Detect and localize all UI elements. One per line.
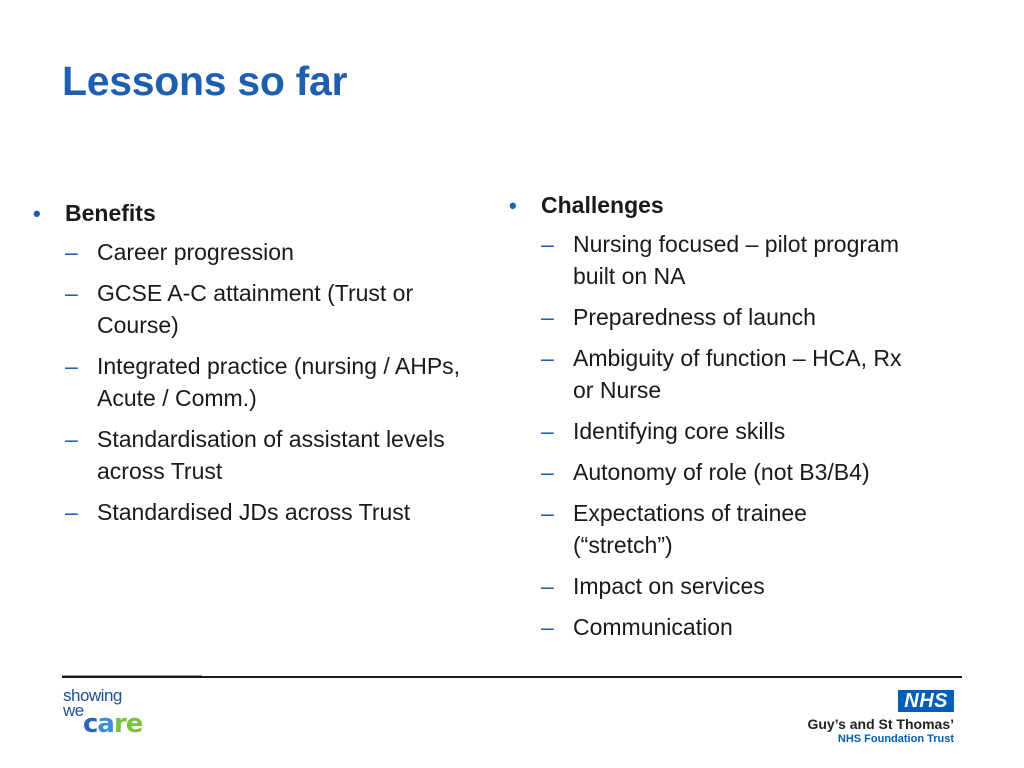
list-item <box>65 236 473 268</box>
list-item-text: Communication <box>573 614 733 640</box>
list-item-text: Expectations of trainee (“stretch”) <box>573 500 807 558</box>
dash-icon: – <box>541 418 554 444</box>
slide-title: Lessons so far <box>62 58 348 104</box>
benefits-heading-row <box>33 197 473 230</box>
dash-icon: – <box>65 499 78 525</box>
dash-icon: – <box>541 304 554 330</box>
dash-icon: – <box>541 345 554 371</box>
benefits-heading: Benefits <box>65 200 156 226</box>
footer-divider <box>62 676 962 678</box>
logo-text-care <box>83 710 142 738</box>
benefits-list <box>33 236 473 528</box>
logo-care-a: a <box>97 709 114 739</box>
list-item-text: Career progression <box>97 239 294 265</box>
list-item <box>65 423 473 487</box>
list-item <box>541 228 929 292</box>
nhs-trust-logo <box>794 690 954 746</box>
list-item <box>541 301 929 333</box>
logo-text-showing: showing <box>63 686 122 705</box>
dash-icon: – <box>65 239 78 265</box>
list-item-text: Impact on services <box>573 573 765 599</box>
list-item <box>541 342 929 406</box>
bullet-icon: • <box>33 201 41 226</box>
challenges-heading: Challenges <box>541 192 664 218</box>
nhs-logo-badge: NHS <box>898 690 954 712</box>
bullet-icon: • <box>509 193 517 218</box>
dash-icon: – <box>65 353 78 379</box>
list-item-text: GCSE A-C attainment (Trust or Course) <box>97 280 414 338</box>
challenges-heading-row <box>509 189 929 222</box>
logo-care-c: c <box>83 709 98 739</box>
logo-care-re: re <box>113 709 143 739</box>
list-item <box>541 456 929 488</box>
nhs-foundation-trust: NHS Foundation Trust <box>837 733 954 745</box>
list-item-text: Preparedness of launch <box>573 304 816 330</box>
list-item-text: Nursing focused – pilot program built on NA <box>573 231 899 289</box>
list-item-text: Standardisation of assistant levels across Trust <box>97 426 445 484</box>
list-item-text: Ambiguity of function – HCA, Rx or Nurse <box>573 345 902 403</box>
list-item <box>541 611 929 643</box>
dash-icon: – <box>65 426 78 452</box>
nhs-trust-name: Guy’s and St Thomas’ <box>807 716 954 732</box>
list-item <box>541 415 929 447</box>
logo-text-we: we <box>63 701 84 720</box>
dash-icon: – <box>541 573 554 599</box>
dash-icon: – <box>65 280 78 306</box>
dash-icon: – <box>541 500 554 526</box>
list-item <box>65 496 473 528</box>
showing-we-care-logo <box>63 688 163 748</box>
list-item-text: Autonomy of role (not B3/B4) <box>573 459 870 485</box>
list-item-text: Standardised JDs across Trust <box>97 499 411 525</box>
list-item-text: Identifying core skills <box>573 418 786 444</box>
challenges-column <box>509 189 929 652</box>
list-item <box>65 350 473 414</box>
challenges-list <box>509 228 929 643</box>
list-item-text: Integrated practice (nursing / AHPs, Acute / Comm.) <box>97 353 461 411</box>
list-item <box>65 277 473 341</box>
benefits-column <box>33 197 473 537</box>
dash-icon: – <box>541 614 554 640</box>
list-item <box>541 497 929 561</box>
dash-icon: – <box>541 231 554 257</box>
list-item <box>541 570 929 602</box>
dash-icon: – <box>541 459 554 485</box>
